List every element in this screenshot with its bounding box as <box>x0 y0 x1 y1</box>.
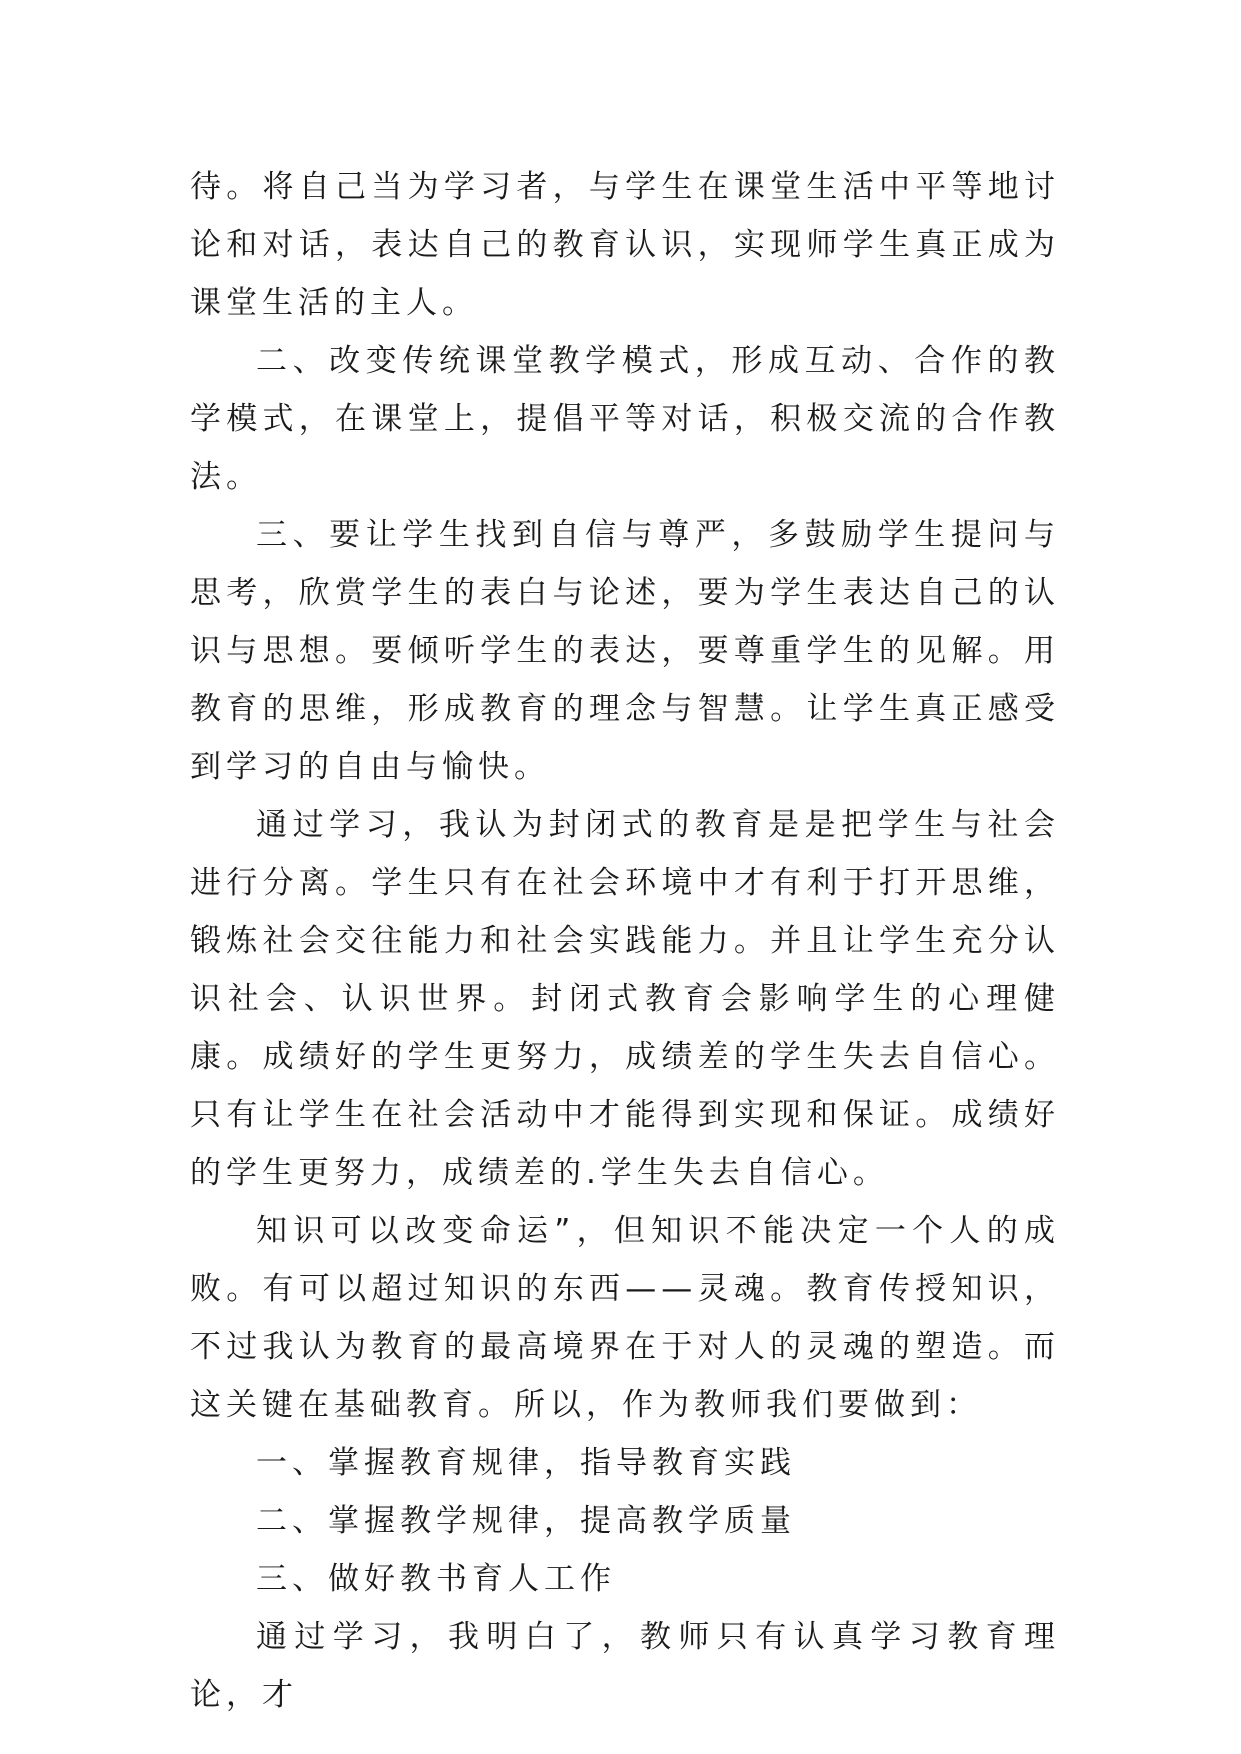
document-body <box>190 158 1060 1724</box>
paragraph-4: 通过学习，我认为封闭式的教育是是把学生与社会进行分离。学生只有在社会环境中才有利于打开思维，锻炼社会交往能力和社会实践能力。并且让学生充分认识社会、认识世界。封闭式教育会影响学生的心理健康。成绩好的学生更努力，成绩差的学生失去自信心。只有让学生在社会活动中才能得到实现和保证。成绩好的学生更努力，成绩差的.学生失去自信心。 <box>190 807 1060 1191</box>
list-item-2: 二、掌握教学规律，提高教学质量 <box>256 1503 796 1539</box>
paragraph-1: 待。将自己当为学习者，与学生在课堂生活中平等地讨论和对话，表达自己的教育认识，实现师学生真正成为课堂生活的主人。 <box>190 169 1060 321</box>
list-item-1: 一、掌握教育规律，指导教育实践 <box>256 1445 796 1481</box>
list-item-3: 三、做好教书育人工作 <box>256 1561 616 1597</box>
paragraph-2: 二、改变传统课堂教学模式，形成互动、合作的教学模式，在课堂上，提倡平等对话，积极交流的合作教法。 <box>190 343 1060 495</box>
paragraph-3: 三、要让学生找到自信与尊严，多鼓励学生提问与思考，欣赏学生的表白与论述，要为学生表达自己的认识与思想。要倾听学生的表达，要尊重学生的见解。用教育的思维，形成教育的理念与智慧。让学生真正感受到学习的自由与愉快。 <box>190 517 1060 785</box>
paragraph-5: 知识可以改变命运”，但知识不能决定一个人的成败。有可以超过知识的东西——灵魂。教育传授知识，不过我认为教育的最高境界在于对人的灵魂的塑造。而这关键在基础教育。所以，作为教师我们要做到： <box>190 1213 1060 1423</box>
paragraph-6: 通过学习，我明白了，教师只有认真学习教育理论，才 <box>190 1619 1060 1713</box>
